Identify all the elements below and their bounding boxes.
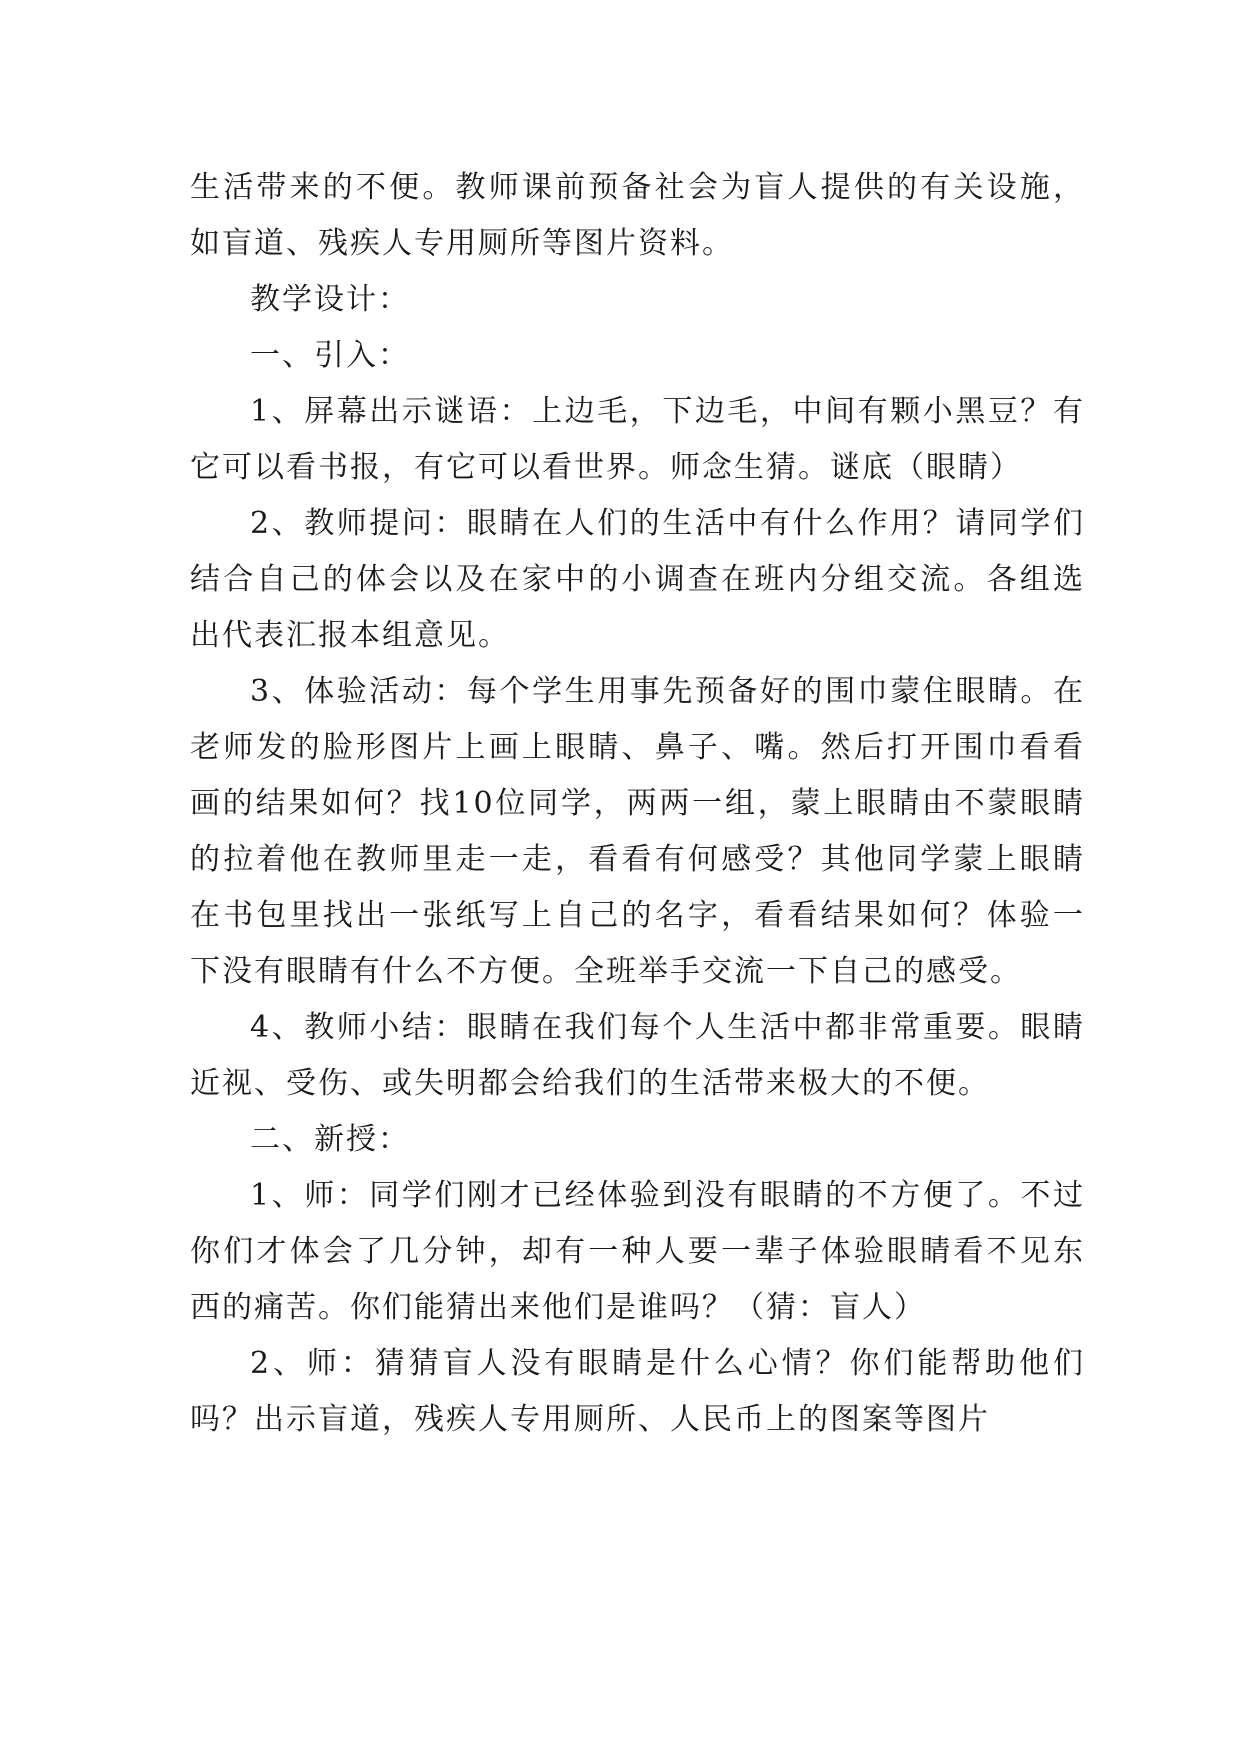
document-body	[190, 160, 1085, 1448]
section-heading: 二、新授：	[250, 1122, 410, 1157]
paragraph: 4、教师小结：眼睛在我们每个人生活中都非常重要。眼睛近视、受伤、或失明都会给我们的生活带来极大的不便。	[190, 1010, 1085, 1101]
paragraph: 1、师：同学们刚才已经体验到没有眼睛的不方便了。不过你们才体会了几分钟，却有一种人要一辈子体验眼睛看不见东西的痛苦。你们能猜出来他们是谁吗？（猜：盲人）	[190, 1178, 1085, 1325]
paragraph: 1、屏幕出示谜语：上边毛，下边毛，中间有颗小黑豆？有它可以看书报，有它可以看世界。师念生猜。谜底（眼睛）	[190, 394, 1085, 485]
paragraph: 教学设计：	[250, 282, 410, 317]
paragraph: 3、体验活动：每个学生用事先预备好的围巾蒙住眼睛。在老师发的脸形图片上画上眼睛、鼻子、嘴。然后打开围巾看看画的结果如何？找10位同学，两两一组，蒙上眼睛由不蒙眼睛的拉着他在教师里走一走，看看有何感受？其他同学蒙上眼睛在书包里找出一张纸写上自己的名字，看看结果如何？体验一下没有眼睛有什么不方便。全班举手交流一下自己的感受。	[190, 674, 1085, 989]
paragraph: 生活带来的不便。教师课前预备社会为盲人提供的有关设施，如盲道、残疾人专用厕所等图片资料。	[190, 170, 1085, 261]
paragraph: 2、师：猜猜盲人没有眼睛是什么心情？你们能帮助他们吗？出示盲道，残疾人专用厕所、人民币上的图案等图片	[190, 1346, 1085, 1437]
paragraph: 2、教师提问：眼睛在人们的生活中有什么作用？请同学们结合自己的体会以及在家中的小调查在班内分组交流。各组选出代表汇报本组意见。	[190, 506, 1085, 653]
section-heading: 一、引入：	[250, 338, 410, 373]
